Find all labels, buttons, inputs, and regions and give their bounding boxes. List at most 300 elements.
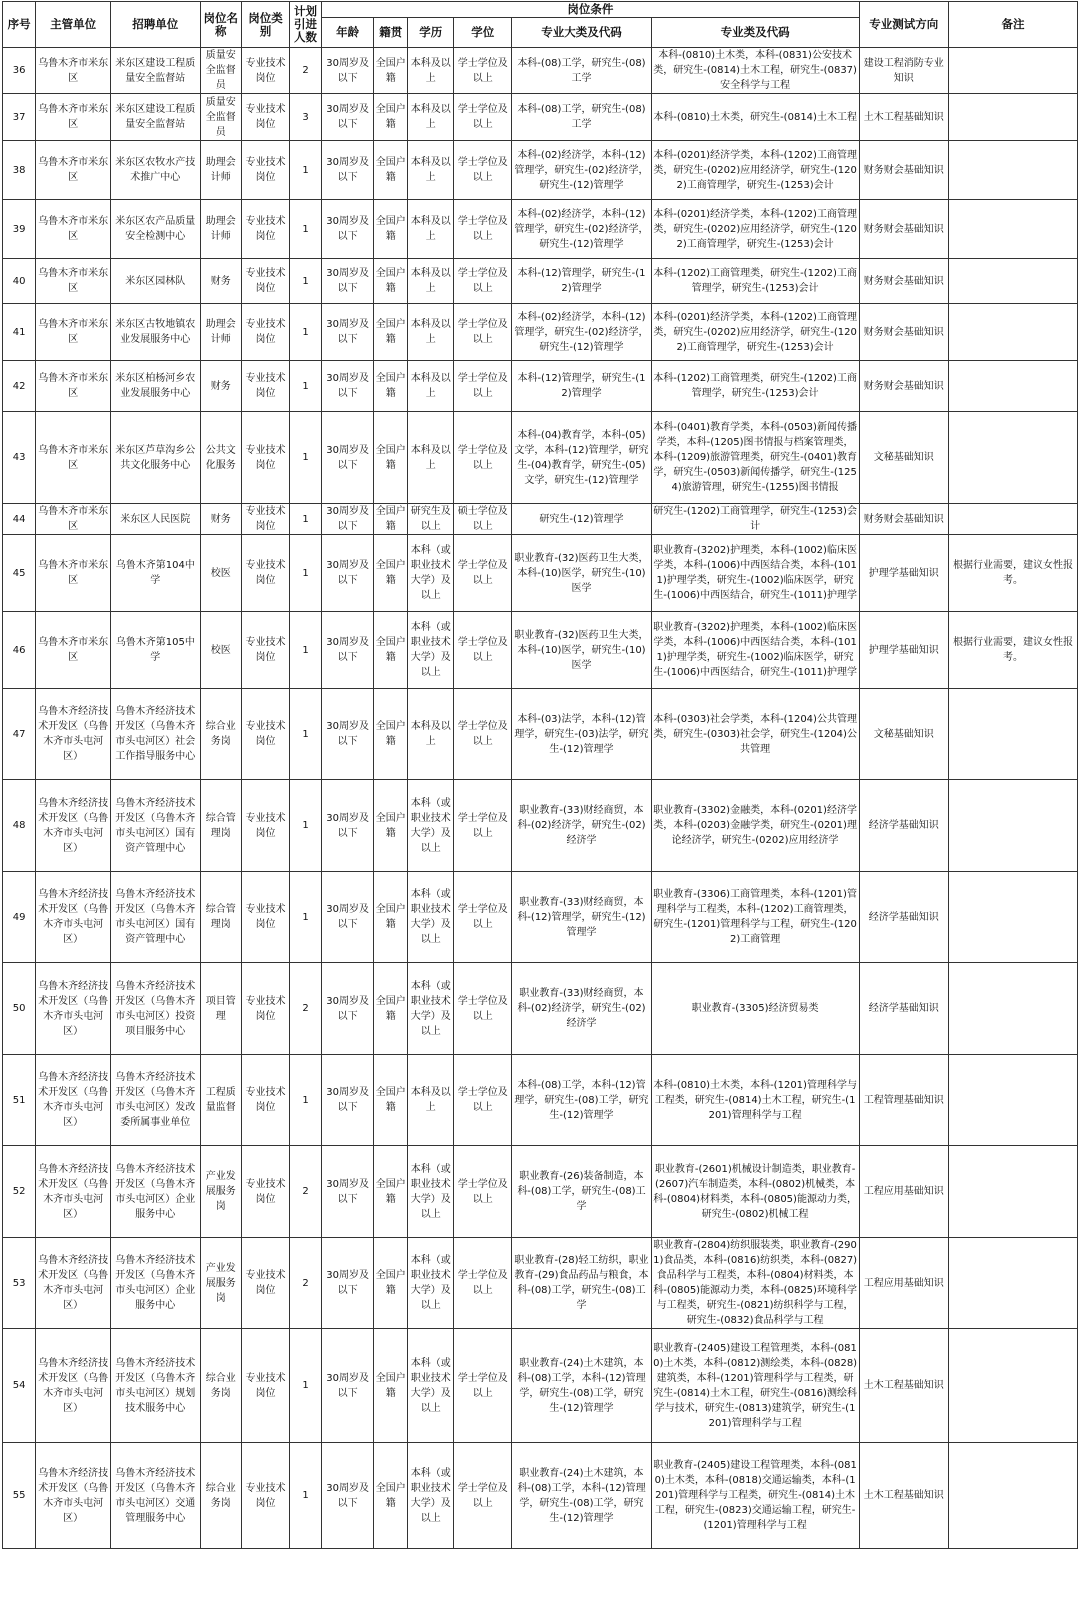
cell-type: 专业技术岗位 bbox=[242, 141, 290, 200]
cell-unit: 乌鲁木齐经济技术开发区（乌鲁木齐市头屯河区）投资项目服务中心 bbox=[111, 963, 200, 1055]
cell-type: 专业技术岗位 bbox=[242, 780, 290, 872]
header-age: 年龄 bbox=[322, 18, 374, 48]
cell-major-class: 职业教育-(3202)护理类，本科-(1002)临床医学类，本科-(1006)中西医结合类，本科-(1011)护理学类，研究生-(1002)临床医学，研究生-(1006)中西医结合，研究生-(1011)护理学 bbox=[651, 612, 859, 689]
cell-unit: 米东区柏杨河乡农业发展服务中心 bbox=[111, 361, 200, 412]
table-row bbox=[3, 1238, 1078, 1329]
table-row bbox=[3, 141, 1078, 200]
cell-seq: 37 bbox=[3, 94, 36, 141]
table-body bbox=[3, 48, 1078, 1549]
cell-age: 30周岁及以下 bbox=[322, 94, 374, 141]
cell-type: 专业技术岗位 bbox=[242, 48, 290, 94]
cell-dept: 乌鲁木齐市米东区 bbox=[36, 200, 111, 259]
cell-edu: 本科（或职业技术大学）及以上 bbox=[408, 1146, 454, 1238]
cell-origin: 全国户籍 bbox=[374, 259, 408, 304]
cell-post: 助理会计师 bbox=[200, 304, 242, 361]
cell-unit: 米东区古牧地镇农业发展服务中心 bbox=[111, 304, 200, 361]
table-row bbox=[3, 872, 1078, 963]
cell-count: 3 bbox=[289, 94, 321, 141]
cell-major-class: 职业教育-(3202)护理类，本科-(1002)临床医学类，本科-(1006)中西医结合类，本科-(1011)护理学类，研究生-(1002)临床医学，研究生-(1006)中西医结合，研究生-(1011)护理学 bbox=[651, 535, 859, 612]
cell-count: 2 bbox=[289, 1146, 321, 1238]
cell-major-cat: 职业教育-(32)医药卫生大类，本科-(10)医学，研究生-(10)医学 bbox=[512, 535, 651, 612]
cell-origin: 全国户籍 bbox=[374, 412, 408, 504]
cell-note bbox=[948, 1146, 1077, 1238]
cell-dept: 乌鲁木齐市米东区 bbox=[36, 412, 111, 504]
cell-edu: 本科及以上 bbox=[408, 361, 454, 412]
cell-major-cat: 本科-(03)法学，本科-(12)管理学，研究生-(03)法学，研究生-(12)管理学 bbox=[512, 689, 651, 780]
cell-post: 质量安全监督员 bbox=[200, 94, 242, 141]
cell-type: 专业技术岗位 bbox=[242, 504, 290, 535]
cell-age: 30周岁及以下 bbox=[322, 141, 374, 200]
cell-test: 财务财会基础知识 bbox=[859, 141, 948, 200]
cell-major-class: 本科-(0810)土木类，本科-(0831)公安技术类，研究生-(0814)土木工程，研究生-(0837)安全科学与工程 bbox=[651, 48, 859, 94]
cell-age: 30周岁及以下 bbox=[322, 963, 374, 1055]
cell-degree: 学士学位及以上 bbox=[454, 200, 512, 259]
cell-major-class: 本科-(1202)工商管理类，研究生-(1202)工商管理学，研究生-(1253)会计 bbox=[651, 259, 859, 304]
cell-type: 专业技术岗位 bbox=[242, 1329, 290, 1443]
table-row bbox=[3, 200, 1078, 259]
cell-note bbox=[948, 780, 1077, 872]
cell-count: 2 bbox=[289, 1238, 321, 1329]
cell-count: 1 bbox=[289, 1443, 321, 1549]
cell-dept: 乌鲁木齐市米东区 bbox=[36, 535, 111, 612]
cell-dept: 乌鲁木齐经济技术开发区（乌鲁木齐市头屯河区） bbox=[36, 963, 111, 1055]
cell-degree: 学士学位及以上 bbox=[454, 780, 512, 872]
cell-seq: 42 bbox=[3, 361, 36, 412]
cell-edu: 本科及以上 bbox=[408, 48, 454, 94]
cell-test: 经济学基础知识 bbox=[859, 963, 948, 1055]
cell-type: 专业技术岗位 bbox=[242, 361, 290, 412]
cell-major-cat: 本科-(04)教育学，本科-(05)文学，本科-(12)管理学，研究生-(04)教育学，研究生-(05)文学，研究生-(12)管理学 bbox=[512, 412, 651, 504]
header-seq: 序号 bbox=[3, 2, 36, 48]
cell-dept: 乌鲁木齐市米东区 bbox=[36, 259, 111, 304]
cell-seq: 43 bbox=[3, 412, 36, 504]
cell-degree: 学士学位及以上 bbox=[454, 963, 512, 1055]
header-row-top bbox=[3, 2, 1078, 18]
cell-post: 财务 bbox=[200, 361, 242, 412]
cell-degree: 学士学位及以上 bbox=[454, 1329, 512, 1443]
cell-note bbox=[948, 504, 1077, 535]
cell-major-class: 本科-(0201)经济学类，本科-(1202)工商管理类，研究生-(0202)应用经济学，研究生-(1202)工商管理学，研究生-(1253)会计 bbox=[651, 304, 859, 361]
cell-origin: 全国户籍 bbox=[374, 94, 408, 141]
table-row bbox=[3, 1146, 1078, 1238]
header-unit: 招聘单位 bbox=[111, 2, 200, 48]
cell-note: 根据行业需要，建议女性报考。 bbox=[948, 535, 1077, 612]
cell-dept: 乌鲁木齐经济技术开发区（乌鲁木齐市头屯河区） bbox=[36, 1443, 111, 1549]
cell-note bbox=[948, 1055, 1077, 1146]
cell-test: 护理学基础知识 bbox=[859, 535, 948, 612]
cell-major-cat: 职业教育-(33)财经商贸，本科-(02)经济学，研究生-(02)经济学 bbox=[512, 963, 651, 1055]
cell-test: 财务财会基础知识 bbox=[859, 259, 948, 304]
cell-count: 1 bbox=[289, 141, 321, 200]
cell-type: 专业技术岗位 bbox=[242, 304, 290, 361]
cell-note bbox=[948, 872, 1077, 963]
header-count: 计划引进人数 bbox=[289, 2, 321, 48]
cell-count: 1 bbox=[289, 200, 321, 259]
cell-type: 专业技术岗位 bbox=[242, 1146, 290, 1238]
cell-unit: 乌鲁木齐经济技术开发区（乌鲁木齐市头屯河区）发改委所属事业单位 bbox=[111, 1055, 200, 1146]
cell-note: 根据行业需要，建议女性报考。 bbox=[948, 612, 1077, 689]
cell-dept: 乌鲁木齐经济技术开发区（乌鲁木齐市头屯河区） bbox=[36, 689, 111, 780]
cell-test: 土木工程基础知识 bbox=[859, 1329, 948, 1443]
cell-degree: 学士学位及以上 bbox=[454, 689, 512, 780]
cell-type: 专业技术岗位 bbox=[242, 535, 290, 612]
cell-major-cat: 本科-(08)工学，本科-(12)管理学，研究生-(08)工学，研究生-(12)管理学 bbox=[512, 1055, 651, 1146]
cell-origin: 全国户籍 bbox=[374, 963, 408, 1055]
cell-origin: 全国户籍 bbox=[374, 612, 408, 689]
cell-count: 1 bbox=[289, 535, 321, 612]
table-row bbox=[3, 535, 1078, 612]
cell-test: 工程应用基础知识 bbox=[859, 1146, 948, 1238]
cell-major-class: 职业教育-(3302)金融类，本科-(0201)经济学类，本科-(0203)金融学类，研究生-(0201)理论经济学，研究生-(0202)应用经济学 bbox=[651, 780, 859, 872]
cell-post: 公共文化服务 bbox=[200, 412, 242, 504]
cell-age: 30周岁及以下 bbox=[322, 504, 374, 535]
cell-age: 30周岁及以下 bbox=[322, 780, 374, 872]
cell-major-class: 本科-(0201)经济学类，本科-(1202)工商管理类，研究生-(0202)应用经济学，研究生-(1202)工商管理学，研究生-(1253)会计 bbox=[651, 200, 859, 259]
cell-seq: 40 bbox=[3, 259, 36, 304]
cell-degree: 学士学位及以上 bbox=[454, 1146, 512, 1238]
table-row bbox=[3, 612, 1078, 689]
cell-post: 产业发展服务岗 bbox=[200, 1146, 242, 1238]
cell-seq: 44 bbox=[3, 504, 36, 535]
cell-post: 校医 bbox=[200, 535, 242, 612]
cell-degree: 学士学位及以上 bbox=[454, 48, 512, 94]
cell-major-class: 本科-(1202)工商管理类，研究生-(1202)工商管理学，研究生-(1253)会计 bbox=[651, 361, 859, 412]
cell-unit: 乌鲁木齐第105中学 bbox=[111, 612, 200, 689]
cell-age: 30周岁及以下 bbox=[322, 361, 374, 412]
cell-edu: 本科（或职业技术大学）及以上 bbox=[408, 963, 454, 1055]
cell-age: 30周岁及以下 bbox=[322, 1055, 374, 1146]
table-row bbox=[3, 259, 1078, 304]
cell-count: 1 bbox=[289, 1329, 321, 1443]
header-note: 备注 bbox=[948, 2, 1077, 48]
cell-test: 工程应用基础知识 bbox=[859, 1238, 948, 1329]
cell-edu: 本科及以上 bbox=[408, 304, 454, 361]
cell-post: 综合管理岗 bbox=[200, 780, 242, 872]
cell-test: 工程管理基础知识 bbox=[859, 1055, 948, 1146]
cell-test: 土木工程基础知识 bbox=[859, 94, 948, 141]
cell-dept: 乌鲁木齐市米东区 bbox=[36, 94, 111, 141]
cell-type: 专业技术岗位 bbox=[242, 1238, 290, 1329]
cell-major-class: 本科-(0810)土木类，研究生-(0814)土木工程 bbox=[651, 94, 859, 141]
table-row bbox=[3, 412, 1078, 504]
cell-origin: 全国户籍 bbox=[374, 780, 408, 872]
cell-major-cat: 职业教育-(24)土木建筑，本科-(08)工学，本科-(12)管理学，研究生-(08)工学，研究生-(12)管理学 bbox=[512, 1443, 651, 1549]
cell-post: 校医 bbox=[200, 612, 242, 689]
cell-dept: 乌鲁木齐经济技术开发区（乌鲁木齐市头屯河区） bbox=[36, 1329, 111, 1443]
cell-post: 质量安全监督员 bbox=[200, 48, 242, 94]
cell-post: 助理会计师 bbox=[200, 141, 242, 200]
cell-dept: 乌鲁木齐经济技术开发区（乌鲁木齐市头屯河区） bbox=[36, 1055, 111, 1146]
cell-unit: 乌鲁木齐经济技术开发区（乌鲁木齐市头屯河区）社会工作指导服务中心 bbox=[111, 689, 200, 780]
cell-degree: 学士学位及以上 bbox=[454, 1055, 512, 1146]
cell-seq: 49 bbox=[3, 872, 36, 963]
cell-count: 2 bbox=[289, 48, 321, 94]
cell-test: 护理学基础知识 bbox=[859, 612, 948, 689]
cell-dept: 乌鲁木齐市米东区 bbox=[36, 48, 111, 94]
header-post: 岗位名称 bbox=[200, 2, 242, 48]
cell-edu: 研究生及以上 bbox=[408, 504, 454, 535]
cell-post: 财务 bbox=[200, 504, 242, 535]
cell-origin: 全国户籍 bbox=[374, 304, 408, 361]
cell-test: 财务财会基础知识 bbox=[859, 304, 948, 361]
cell-count: 1 bbox=[289, 1055, 321, 1146]
header-type: 岗位类别 bbox=[242, 2, 290, 48]
cell-unit: 米东区农产品质量安全检测中心 bbox=[111, 200, 200, 259]
cell-age: 30周岁及以下 bbox=[322, 304, 374, 361]
cell-major-cat: 本科-(08)工学，研究生-(08)工学 bbox=[512, 48, 651, 94]
cell-note bbox=[948, 141, 1077, 200]
table-row bbox=[3, 963, 1078, 1055]
cell-degree: 学士学位及以上 bbox=[454, 612, 512, 689]
table-row bbox=[3, 1055, 1078, 1146]
cell-seq: 51 bbox=[3, 1055, 36, 1146]
cell-count: 2 bbox=[289, 963, 321, 1055]
cell-unit: 乌鲁木齐经济技术开发区（乌鲁木齐市头屯河区）国有资产管理中心 bbox=[111, 780, 200, 872]
table-row bbox=[3, 48, 1078, 94]
cell-count: 1 bbox=[289, 780, 321, 872]
cell-age: 30周岁及以下 bbox=[322, 48, 374, 94]
cell-note bbox=[948, 200, 1077, 259]
cell-dept: 乌鲁木齐经济技术开发区（乌鲁木齐市头屯河区） bbox=[36, 1238, 111, 1329]
cell-degree: 学士学位及以上 bbox=[454, 1443, 512, 1549]
cell-major-cat: 研究生-(12)管理学 bbox=[512, 504, 651, 535]
table-row bbox=[3, 1329, 1078, 1443]
cell-note bbox=[948, 689, 1077, 780]
cell-unit: 米东区建设工程质量安全监督站 bbox=[111, 94, 200, 141]
cell-age: 30周岁及以下 bbox=[322, 689, 374, 780]
cell-type: 专业技术岗位 bbox=[242, 200, 290, 259]
cell-unit: 乌鲁木齐经济技术开发区（乌鲁木齐市头屯河区）企业服务中心 bbox=[111, 1238, 200, 1329]
cell-test: 经济学基础知识 bbox=[859, 872, 948, 963]
header-major-class: 专业类及代码 bbox=[651, 18, 859, 48]
cell-note bbox=[948, 48, 1077, 94]
cell-seq: 55 bbox=[3, 1443, 36, 1549]
cell-major-class: 职业教育-(2804)纺织服装类，职业教育-(2901)食品类，本科-(0816)纺织类，本科-(0827)食品科学与工程类，本科-(0804)材料类，本科-(0805)能源动力类，本科-(0825)环境科学与工程类，研究生-(0821)纺织科学与工程，研究生-(0832)食品科学与工程 bbox=[651, 1238, 859, 1329]
cell-major-class: 职业教育-(2405)建设工程管理类，本科-(0810)土木类，本科-(0812)测绘类，本科-(0828)建筑类，本科-(1201)管理科学与工程类，研究生-(0814)土木工程，研究生-(0816)测绘科学与技术，研究生-(0813)建筑学，研究生-(1201)管理科学与工程 bbox=[651, 1329, 859, 1443]
cell-origin: 全国户籍 bbox=[374, 689, 408, 780]
cell-major-cat: 本科-(02)经济学，本科-(12)管理学，研究生-(02)经济学，研究生-(12)管理学 bbox=[512, 200, 651, 259]
header-dept: 主管单位 bbox=[36, 2, 111, 48]
cell-major-class: 职业教育-(3305)经济贸易类 bbox=[651, 963, 859, 1055]
cell-origin: 全国户籍 bbox=[374, 1146, 408, 1238]
header-conditions: 岗位条件 bbox=[322, 2, 859, 18]
cell-count: 1 bbox=[289, 259, 321, 304]
cell-degree: 学士学位及以上 bbox=[454, 141, 512, 200]
cell-unit: 米东区建设工程质量安全监督站 bbox=[111, 48, 200, 94]
cell-origin: 全国户籍 bbox=[374, 200, 408, 259]
cell-edu: 本科及以上 bbox=[408, 1055, 454, 1146]
cell-post: 项目管理 bbox=[200, 963, 242, 1055]
cell-post: 综合业务岗 bbox=[200, 1329, 242, 1443]
cell-count: 1 bbox=[289, 361, 321, 412]
header-edu: 学历 bbox=[408, 18, 454, 48]
cell-unit: 乌鲁木齐经济技术开发区（乌鲁木齐市头屯河区）企业服务中心 bbox=[111, 1146, 200, 1238]
cell-dept: 乌鲁木齐市米东区 bbox=[36, 361, 111, 412]
cell-age: 30周岁及以下 bbox=[322, 1443, 374, 1549]
cell-age: 30周岁及以下 bbox=[322, 412, 374, 504]
cell-unit: 乌鲁木齐经济技术开发区（乌鲁木齐市头屯河区）规划技术服务中心 bbox=[111, 1329, 200, 1443]
cell-age: 30周岁及以下 bbox=[322, 1238, 374, 1329]
table-header bbox=[3, 2, 1078, 48]
cell-count: 1 bbox=[289, 689, 321, 780]
cell-origin: 全国户籍 bbox=[374, 1443, 408, 1549]
cell-unit: 米东区人民医院 bbox=[111, 504, 200, 535]
cell-major-cat: 职业教育-(28)轻工纺织，职业教育-(29)食品药品与粮食，本科-(08)工学，研究生-(08)工学 bbox=[512, 1238, 651, 1329]
table-row bbox=[3, 94, 1078, 141]
cell-unit: 乌鲁木齐经济技术开发区（乌鲁木齐市头屯河区）交通管理服务中心 bbox=[111, 1443, 200, 1549]
cell-edu: 本科（或职业技术大学）及以上 bbox=[408, 535, 454, 612]
cell-post: 综合业务岗 bbox=[200, 689, 242, 780]
cell-major-class: 职业教育-(2405)建设工程管理类，本科-(0810)土木类，本科-(0818)交通运输类，本科-(1201)管理科学与工程类，研究生-(0814)土木工程，研究生-(0823)交通运输工程，研究生-(1201)管理科学与工程 bbox=[651, 1443, 859, 1549]
cell-count: 1 bbox=[289, 872, 321, 963]
recruitment-table bbox=[2, 1, 1078, 1549]
cell-edu: 本科（或职业技术大学）及以上 bbox=[408, 1443, 454, 1549]
cell-post: 工程质量监督 bbox=[200, 1055, 242, 1146]
cell-type: 专业技术岗位 bbox=[242, 872, 290, 963]
table-row bbox=[3, 304, 1078, 361]
cell-edu: 本科及以上 bbox=[408, 689, 454, 780]
cell-degree: 学士学位及以上 bbox=[454, 872, 512, 963]
header-test: 专业测试方向 bbox=[859, 2, 948, 48]
cell-edu: 本科（或职业技术大学）及以上 bbox=[408, 872, 454, 963]
cell-count: 1 bbox=[289, 412, 321, 504]
cell-major-class: 职业教育-(3306)工商管理类，本科-(1201)管理科学与工程类，本科-(1202)工商管理类，研究生-(1201)管理科学与工程，研究生-(1202)工商管理 bbox=[651, 872, 859, 963]
cell-edu: 本科及以上 bbox=[408, 94, 454, 141]
cell-unit: 乌鲁木齐经济技术开发区（乌鲁木齐市头屯河区）国有资产管理中心 bbox=[111, 872, 200, 963]
table-row bbox=[3, 361, 1078, 412]
cell-note bbox=[948, 1443, 1077, 1549]
cell-edu: 本科及以上 bbox=[408, 412, 454, 504]
cell-degree: 学士学位及以上 bbox=[454, 412, 512, 504]
cell-test: 财务财会基础知识 bbox=[859, 504, 948, 535]
cell-major-class: 本科-(0401)教育学类，本科-(0503)新闻传播学类，本科-(1205)图书情报与档案管理类，本科-(1209)旅游管理类，研究生-(0401)教育学，研究生-(0503)新闻传播学，研究生-(1254)旅游管理，研究生-(1255)图书情报 bbox=[651, 412, 859, 504]
cell-type: 专业技术岗位 bbox=[242, 412, 290, 504]
cell-seq: 39 bbox=[3, 200, 36, 259]
cell-degree: 学士学位及以上 bbox=[454, 361, 512, 412]
cell-note bbox=[948, 1329, 1077, 1443]
cell-seq: 50 bbox=[3, 963, 36, 1055]
cell-test: 财务财会基础知识 bbox=[859, 200, 948, 259]
cell-type: 专业技术岗位 bbox=[242, 1443, 290, 1549]
cell-major-cat: 职业教育-(26)装备制造，本科-(08)工学，研究生-(08)工学 bbox=[512, 1146, 651, 1238]
cell-dept: 乌鲁木齐经济技术开发区（乌鲁木齐市头屯河区） bbox=[36, 872, 111, 963]
cell-major-class: 本科-(0303)社会学类，本科-(1204)公共管理类，研究生-(0303)社会学，研究生-(1204)公共管理 bbox=[651, 689, 859, 780]
cell-major-cat: 本科-(12)管理学，研究生-(12)管理学 bbox=[512, 259, 651, 304]
cell-origin: 全国户籍 bbox=[374, 361, 408, 412]
cell-age: 30周岁及以下 bbox=[322, 1329, 374, 1443]
cell-post: 综合管理岗 bbox=[200, 872, 242, 963]
cell-test: 财务财会基础知识 bbox=[859, 361, 948, 412]
cell-type: 专业技术岗位 bbox=[242, 612, 290, 689]
cell-dept: 乌鲁木齐市米东区 bbox=[36, 304, 111, 361]
cell-major-cat: 本科-(02)经济学，本科-(12)管理学，研究生-(02)经济学，研究生-(12)管理学 bbox=[512, 141, 651, 200]
cell-count: 1 bbox=[289, 612, 321, 689]
cell-seq: 38 bbox=[3, 141, 36, 200]
cell-degree: 学士学位及以上 bbox=[454, 304, 512, 361]
cell-type: 专业技术岗位 bbox=[242, 689, 290, 780]
cell-type: 专业技术岗位 bbox=[242, 94, 290, 141]
cell-degree: 硕士学位及以上 bbox=[454, 504, 512, 535]
cell-unit: 米东区芦草沟乡公共文化服务中心 bbox=[111, 412, 200, 504]
cell-count: 1 bbox=[289, 304, 321, 361]
cell-major-cat: 职业教育-(32)医药卫生大类，本科-(10)医学，研究生-(10)医学 bbox=[512, 612, 651, 689]
cell-seq: 53 bbox=[3, 1238, 36, 1329]
cell-note bbox=[948, 1238, 1077, 1329]
cell-edu: 本科及以上 bbox=[408, 141, 454, 200]
cell-degree: 学士学位及以上 bbox=[454, 1238, 512, 1329]
cell-seq: 41 bbox=[3, 304, 36, 361]
cell-age: 30周岁及以下 bbox=[322, 535, 374, 612]
cell-edu: 本科及以上 bbox=[408, 259, 454, 304]
cell-origin: 全国户籍 bbox=[374, 48, 408, 94]
cell-age: 30周岁及以下 bbox=[322, 200, 374, 259]
header-degree: 学位 bbox=[454, 18, 512, 48]
cell-type: 专业技术岗位 bbox=[242, 963, 290, 1055]
cell-edu: 本科及以上 bbox=[408, 200, 454, 259]
cell-degree: 学士学位及以上 bbox=[454, 259, 512, 304]
cell-major-cat: 本科-(08)工学，研究生-(08)工学 bbox=[512, 94, 651, 141]
cell-seq: 36 bbox=[3, 48, 36, 94]
cell-type: 专业技术岗位 bbox=[242, 259, 290, 304]
header-major-cat: 专业大类及代码 bbox=[512, 18, 651, 48]
cell-origin: 全国户籍 bbox=[374, 1329, 408, 1443]
cell-post: 产业发展服务岗 bbox=[200, 1238, 242, 1329]
cell-age: 30周岁及以下 bbox=[322, 872, 374, 963]
cell-origin: 全国户籍 bbox=[374, 504, 408, 535]
cell-age: 30周岁及以下 bbox=[322, 259, 374, 304]
cell-test: 文秘基础知识 bbox=[859, 689, 948, 780]
cell-seq: 45 bbox=[3, 535, 36, 612]
cell-major-cat: 职业教育-(24)土木建筑，本科-(08)工学，本科-(12)管理学，研究生-(08)工学，研究生-(12)管理学 bbox=[512, 1329, 651, 1443]
cell-seq: 52 bbox=[3, 1146, 36, 1238]
table-row bbox=[3, 504, 1078, 535]
cell-origin: 全国户籍 bbox=[374, 535, 408, 612]
cell-major-class: 本科-(0201)经济学类，本科-(1202)工商管理类，研究生-(0202)应用经济学，研究生-(1202)工商管理学，研究生-(1253)会计 bbox=[651, 141, 859, 200]
cell-major-cat: 本科-(02)经济学，本科-(12)管理学，研究生-(02)经济学，研究生-(12)管理学 bbox=[512, 304, 651, 361]
cell-test: 建设工程消防专业知识 bbox=[859, 48, 948, 94]
cell-major-class: 职业教育-(2601)机械设计制造类，职业教育-(2607)汽车制造类，本科-(0802)机械类，本科-(0804)材料类，本科-(0805)能源动力类，研究生-(0802)机械工程 bbox=[651, 1146, 859, 1238]
cell-unit: 米东区园林队 bbox=[111, 259, 200, 304]
cell-test: 文秘基础知识 bbox=[859, 412, 948, 504]
cell-origin: 全国户籍 bbox=[374, 141, 408, 200]
cell-dept: 乌鲁木齐市米东区 bbox=[36, 141, 111, 200]
cell-dept: 乌鲁木齐经济技术开发区（乌鲁木齐市头屯河区） bbox=[36, 780, 111, 872]
cell-age: 30周岁及以下 bbox=[322, 1146, 374, 1238]
cell-origin: 全国户籍 bbox=[374, 872, 408, 963]
cell-major-cat: 本科-(12)管理学，研究生-(12)管理学 bbox=[512, 361, 651, 412]
cell-note bbox=[948, 94, 1077, 141]
cell-note bbox=[948, 304, 1077, 361]
cell-seq: 48 bbox=[3, 780, 36, 872]
cell-edu: 本科（或职业技术大学）及以上 bbox=[408, 1238, 454, 1329]
table-row bbox=[3, 1443, 1078, 1549]
cell-note bbox=[948, 361, 1077, 412]
cell-major-cat: 职业教育-(33)财经商贸，本科-(02)经济学，研究生-(02)经济学 bbox=[512, 780, 651, 872]
cell-unit: 乌鲁木齐第104中学 bbox=[111, 535, 200, 612]
table-row bbox=[3, 780, 1078, 872]
cell-major-class: 研究生-(1202)工商管理学，研究生-(1253)会计 bbox=[651, 504, 859, 535]
header-origin: 籍贯 bbox=[374, 18, 408, 48]
cell-unit: 米东区农牧水产技术推广中心 bbox=[111, 141, 200, 200]
cell-major-cat: 职业教育-(33)财经商贸，本科-(12)管理学，研究生-(12)管理学 bbox=[512, 872, 651, 963]
cell-seq: 54 bbox=[3, 1329, 36, 1443]
cell-post: 财务 bbox=[200, 259, 242, 304]
cell-edu: 本科（或职业技术大学）及以上 bbox=[408, 780, 454, 872]
cell-degree: 学士学位及以上 bbox=[454, 535, 512, 612]
cell-degree: 学士学位及以上 bbox=[454, 94, 512, 141]
cell-origin: 全国户籍 bbox=[374, 1055, 408, 1146]
cell-post: 助理会计师 bbox=[200, 200, 242, 259]
